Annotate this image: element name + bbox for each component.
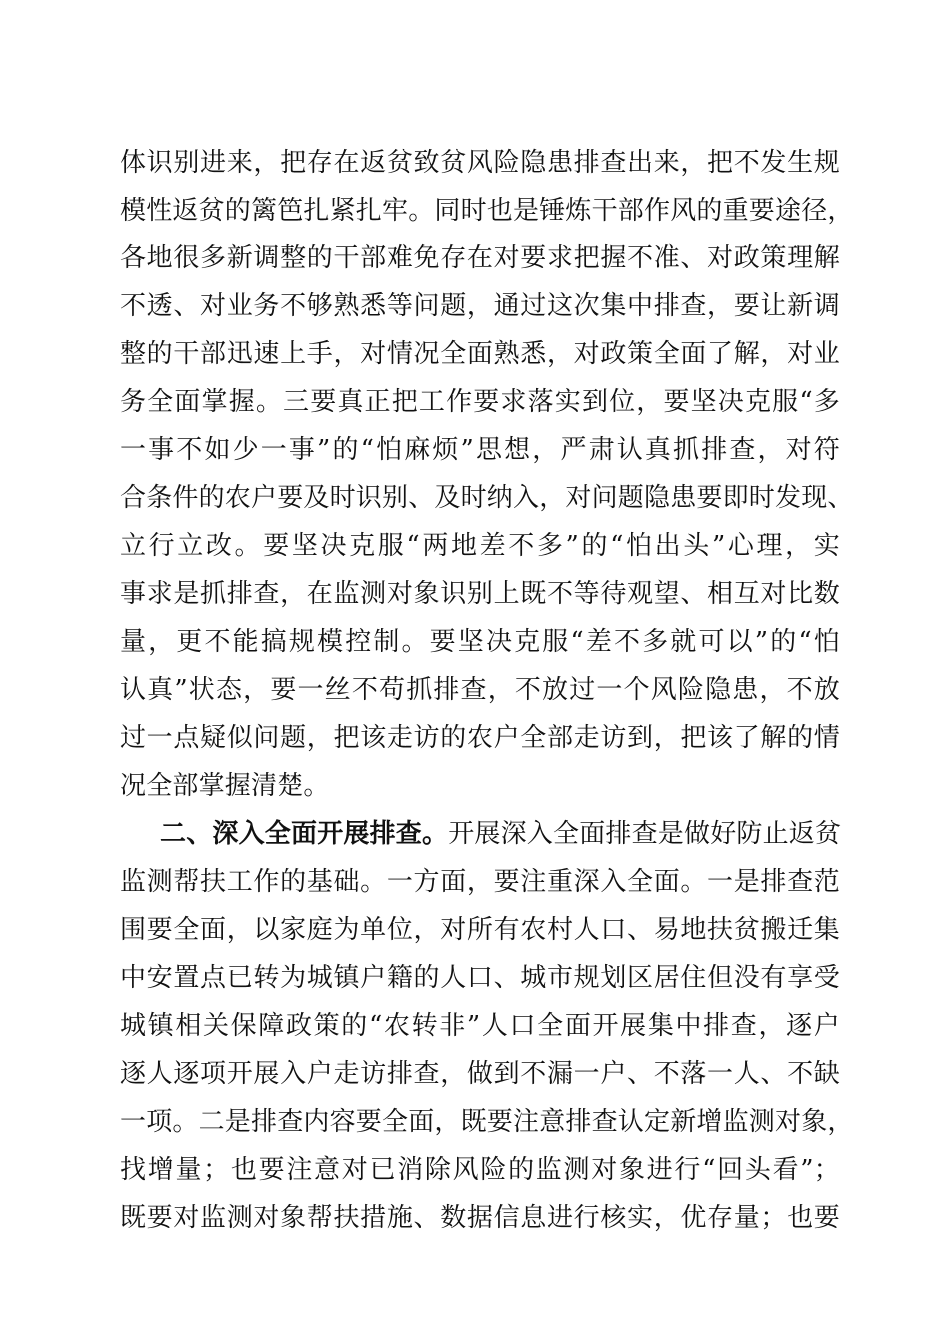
text-line: 整的干部迅速上手，对情况全面熟悉，对政策全面了解，对业 (120, 339, 840, 369)
text-line: 既要对监测对象帮扶措施、数据信息进行核实，优存量；也要 (120, 1203, 840, 1233)
text-line: 各地很多新调整的干部难免存在对要求把握不准、对政策理解 (120, 243, 840, 273)
text-line: 围要全面，以家庭为单位，对所有农村人口、易地扶贫搬迁集 (120, 915, 840, 945)
text-line: 城镇相关保障政策的“农转非”人口全面开展集中排查，逐户 (120, 1011, 840, 1041)
text-line: 模性返贫的篱笆扎紧扎牢。同时也是锤炼干部作风的重要途径， (120, 196, 854, 226)
text-line: 一事不如少一事”的“怕麻烦”思想，严肃认真抓排查，对符 (120, 435, 840, 465)
text-line: 务全面掌握。三要真正把工作要求落实到位，要坚决克服“多 (120, 387, 840, 417)
text-line: 中安置点已转为城镇户籍的人口、城市规划区居住但没有享受 (120, 963, 840, 993)
heading-line-text: 开展深入全面排查是做好防止返贫 (448, 819, 842, 849)
text-line: 监测帮扶工作的基础。一方面，要注重深入全面。一是排查范 (120, 867, 840, 897)
text-line: 找增量；也要注意对已消除风险的监测对象进行“回头看”； (120, 1155, 840, 1185)
text-line: 况全部掌握清楚。 (120, 771, 330, 801)
text-line: 量，更不能搞规模控制。要坚决克服“差不多就可以”的“怕 (120, 627, 840, 657)
text-line: 不透、对业务不够熟悉等问题，通过这次集中排查，要让新调 (120, 291, 840, 321)
text-line: 一项。二是排查内容要全面，既要注意排查认定新增监测对象， (120, 1107, 854, 1137)
text-line: 逐人逐项开展入户走访排查，做到不漏一户、不落一人、不缺 (120, 1059, 840, 1089)
section-heading: 二、深入全面开展排查。 (160, 819, 449, 849)
section-heading-line (160, 814, 840, 854)
text-line: 合条件的农户要及时识别、及时纳入，对问题隐患要即时发现、 (120, 483, 854, 513)
text-line: 事求是抓排查，在监测对象识别上既不等待观望、相互对比数 (120, 579, 840, 609)
text-line: 体识别进来，把存在返贫致贫风险隐患排查出来，把不发生规 (120, 148, 840, 178)
text-line: 立行立改。要坚决克服“两地差不多”的“怕出头”心理，实 (120, 531, 840, 561)
text-line: 认真”状态，要一丝不苟抓排查，不放过一个风险隐患，不放 (120, 675, 840, 705)
text-line: 过一点疑似问题，把该走访的农户全部走访到，把该了解的情 (120, 723, 840, 753)
